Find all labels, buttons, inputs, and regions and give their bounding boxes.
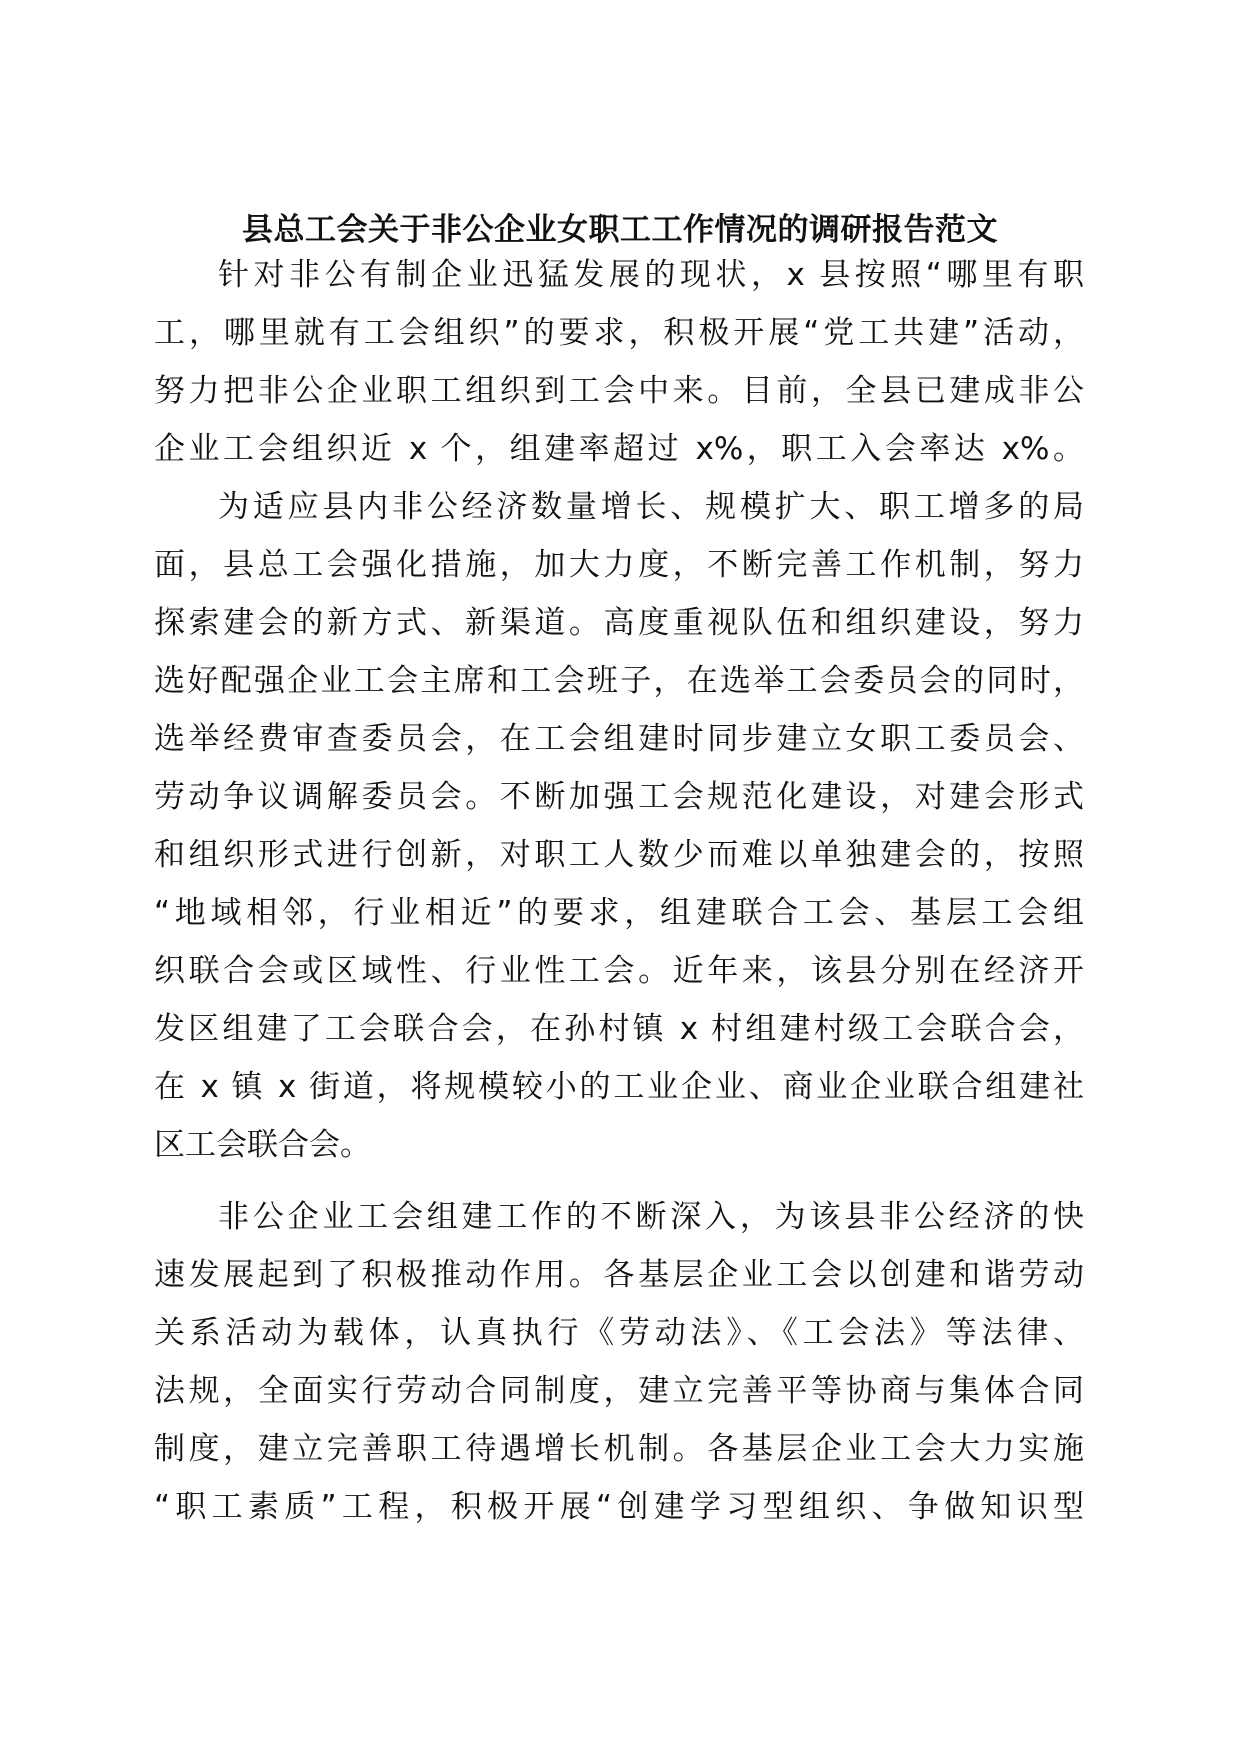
paragraph-1-line-3: 努力把非公企业职工组织到工会中来。目前，全县已建成非公	[154, 373, 1084, 409]
paragraph-2-line-1: 为适应县内非公经济数量增长、规模扩大、职工增多的局	[218, 489, 1084, 525]
paragraph-2-line-9: 织联合会或区域性、行业性工会。近年来，该县分别在经济开	[154, 953, 1084, 989]
paragraph-2-line-7: 和组织形式进行创新，对职工人数少而难以单独建会的，按照	[154, 837, 1084, 873]
paragraph-2-line-12: 区工会联合会。	[154, 1127, 371, 1163]
paragraph-2-line-3: 探索建会的新方式、新渠道。高度重视队伍和组织建设，努力	[154, 605, 1084, 641]
paragraph-2-line-8: “地域相邻，行业相近”的要求，组建联合工会、基层工会组	[154, 895, 1084, 931]
paragraph-2-line-10: 发区组建了工会联合会，在孙村镇 x 村组建村级工会联合会，	[154, 1011, 1084, 1047]
paragraph-3-line-2: 速发展起到了积极推动作用。各基层企业工会以创建和谐劳动	[154, 1257, 1084, 1293]
paragraph-2-line-4: 选好配强企业工会主席和工会班子，在选举工会委员会的同时，	[154, 663, 1084, 699]
paragraph-3-line-1: 非公企业工会组建工作的不断深入，为该县非公经济的快	[218, 1199, 1084, 1235]
paragraph-2-line-11: 在 x 镇 x 街道，将规模较小的工业企业、商业企业联合组建社	[154, 1069, 1084, 1105]
paragraph-2-line-2: 面，县总工会强化措施，加大力度，不断完善工作机制，努力	[154, 547, 1084, 583]
paragraph-3-line-3: 关系活动为载体，认真执行《劳动法》、《工会法》等法律、	[154, 1315, 1084, 1351]
paragraph-3-line-6: “职工素质”工程，积极开展“创建学习型组织、争做知识型	[154, 1489, 1084, 1525]
document-title: 县总工会关于非公企业女职工工作情况的调研报告范文	[242, 212, 998, 248]
paragraph-1-line-4: 企业工会组织近 x 个，组建率超过 x%，职工入会率达 x%。	[154, 431, 1084, 467]
paragraph-2-line-6: 劳动争议调解委员会。不断加强工会规范化建设，对建会形式	[154, 779, 1084, 815]
paragraph-1-line-2: 工，哪里就有工会组织”的要求，积极开展“党工共建”活动，	[154, 315, 1084, 351]
paragraph-2-line-5: 选举经费审查委员会，在工会组建时同步建立女职工委员会、	[154, 721, 1084, 757]
paragraph-3-line-4: 法规，全面实行劳动合同制度，建立完善平等协商与集体合同	[154, 1373, 1084, 1409]
paragraph-3-line-5: 制度，建立完善职工待遇增长机制。各基层企业工会大力实施	[154, 1431, 1084, 1467]
paragraph-1-line-1: 针对非公有制企业迅猛发展的现状，x 县按照“哪里有职	[218, 257, 1084, 293]
